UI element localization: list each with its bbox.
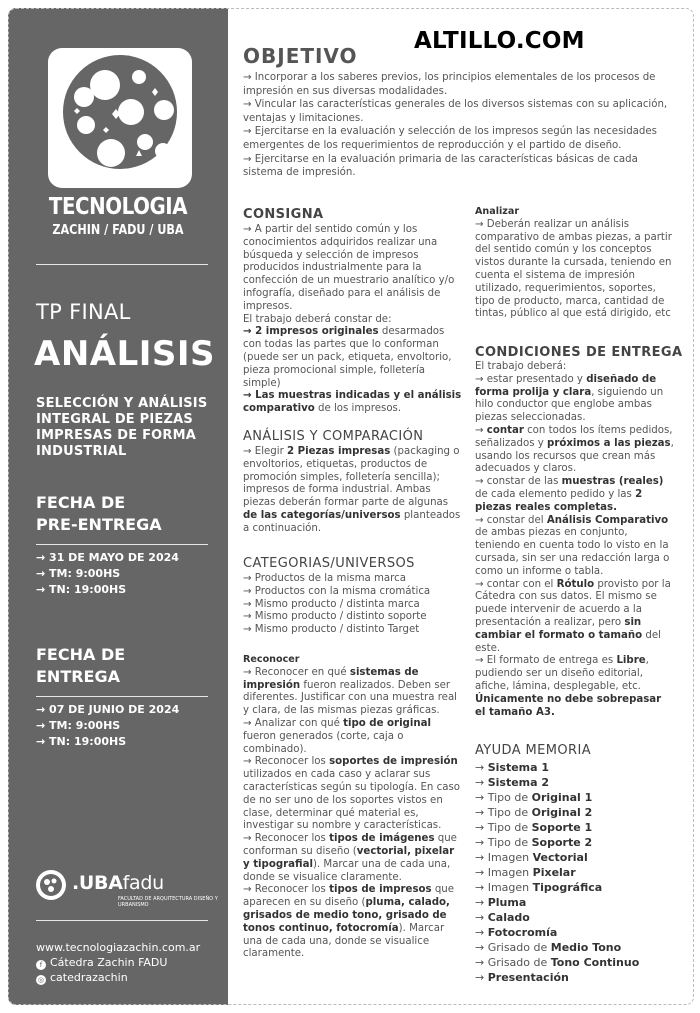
entrega-heading-line2: ENTREGA [36,667,120,686]
ayuda-memoria-item [475,850,675,865]
ayuda-item-label: Tono Continuo [550,956,640,969]
text: → Reconocer los [243,756,330,768]
pre-entrega-tm: → TM: 9:00HS [36,567,121,580]
ayuda-memoria-item [475,955,675,970]
text-bold: tipo de original [343,717,431,729]
ayuda-item-prefix: → [475,896,488,909]
text-bold: pluma, calado, grisados de medio tono, grisado de tonos continuo, fotocromía [243,897,450,934]
entrega-heading-line1: FECHA DE [36,645,126,664]
text-bold: Únicamente no debe sobrepasar el tamaño A3. [475,693,662,718]
text-bold: Libre [616,655,646,667]
ayuda-item-label: Presentación [487,971,569,984]
ayuda-memoria-list [475,760,675,985]
consigna-item-bold: → Las muestras indicadas y el análisis comparativo [243,390,462,415]
entrega-tn: → TN: 19:00HS [36,735,127,748]
pre-entrega-tn: → TN: 19:00HS [36,583,127,596]
text: → constar del [475,514,547,526]
text: de cada elemento pedido y las [475,488,636,500]
ayuda-item-label: Sistema 2 [487,776,550,789]
ayuda-memoria-item [475,790,675,805]
brand-subtitle: ZACHIN / FADU / UBA [52,223,184,238]
text-bold: tipos de imágenes [329,833,435,845]
ayuda-item-label: Fotocromía [487,926,558,939]
brand-title: TECNOLOGIA [48,194,188,220]
text-bold: 2 piezas reales completas. [475,488,643,513]
ayuda-item-label: Soporte 1 [531,821,593,834]
instagram-icon: ◎ [37,976,45,984]
ayuda-item-label: Calado [487,911,530,924]
entrega-date: → 07 DE JUNIO DE 2024 [36,703,180,716]
ayuda-item-prefix: → [475,761,488,774]
text-bold: Rótulo [556,578,595,590]
consigna-item [243,390,463,416]
contact-info [36,940,200,985]
ayuda-item-label: Pixelar [532,866,576,879]
text: → [475,424,487,436]
text-bold: contar [486,424,524,436]
instagram-link[interactable] [36,970,200,985]
analizar-body: → Deberán realizar un análisis comparativo de ambas piezas, a partir del sentido común y los conceptos vistos durante la cursada, teniendo en cuenta el sistema de impresión utilizado, requerimientos, soportes, tipo de producto, marca, cantidad de tintas, público al que está dirigido, etc [475,218,672,320]
sidebar [8,8,228,1005]
uba-fadu-wordmark [72,872,164,894]
text-bold: diseñado de forma prolija y clara [475,373,657,398]
analisis-comparacion-body [243,446,461,536]
objetivo-body [243,71,673,180]
consigna-item-text: desarmados con todas las partes que lo conforman (puede ser un pack, etiqueta, envoltorio, pieza promocional simple, folletería simple) [243,326,452,389]
text-bold: muestras (reales) [561,476,664,488]
ayuda-item-label: Original 2 [531,806,593,819]
uba-seal-icon [36,870,66,900]
facebook-link[interactable] [36,955,200,970]
ayuda-item-prefix: → Imagen [475,866,533,879]
condiciones-body [475,361,675,719]
analizar-section [475,206,675,321]
divider [36,920,208,921]
pre-entrega-list [36,550,216,598]
objetivo-item: → Incorporar a los saberes previos, los principios elementales de los procesos de impresión en sus diversas modalidades. [243,72,656,97]
text: utilizados en cada caso y aclarar sus características según su tipología. En caso de no ser uno de los soportes vistos en clase, determinar qué material es, investigar su nombre y características. [243,769,460,832]
facebook-label: Cátedra Zachin FADU [50,956,168,969]
condiciones-title: CONDICIONES DE ENTREGA [475,345,683,360]
categorias-title: CATEGORIAS/UNIVERSOS [243,556,415,571]
seleccion-subtitle: SELECCIÓN Y ANÁLISIS INTEGRAL DE PIEZAS IMPRESAS DE FORMA INDUSTRIAL [36,396,208,459]
divider [36,264,208,265]
ayuda-memoria-item [475,820,675,835]
text: fueron generados (corte, caja o combinado). [243,730,404,755]
ayuda-item-label: Soporte 2 [531,836,593,849]
website-link[interactable]: www.tecnologiazachin.com.ar [36,941,201,954]
ayuda-item-label: Original 1 [531,791,593,804]
analisis-title: ANÁLISIS [34,334,216,374]
objetivo-item: → Ejercitarse en la evaluación y selección de los impresos según las necesidades emergentes de los requerimientos de reproducción y el partido de diseño. [243,126,657,151]
analisis-comparacion-title: ANÁLISIS Y COMPARACIÓN [243,429,424,444]
text: → estar presentado y [475,373,587,385]
logo-circle-icon [48,48,192,188]
objetivo-item: → Vincular las características generales de los diversos sistemas con su aplicación, ventajas y limitaciones. [243,99,668,124]
text: , siguiendo un hilo conductor que englobe ambas piezas seleccionadas. [475,386,664,424]
text: fueron realizados. Deben ser diferentes. Justificar con una muestra real y clara, de las mismas piezas gráficas. [243,679,458,717]
fadu-wordmark: fadu [122,872,164,894]
pre-entrega-heading-line1: FECHA DE [36,493,126,512]
text-bold: de las categorías/universos [243,509,401,521]
categorias-list [243,573,461,637]
ayuda-memoria-item [475,880,675,895]
ayuda-memoria-item [475,805,675,820]
ayuda-memoria-item [475,925,675,940]
text: → Analizar con qué [243,717,344,729]
ayuda-memoria-item [475,895,675,910]
tecnologia-logo [48,48,192,188]
text: → contar con el [475,578,557,590]
ayuda-item-prefix: → [475,971,488,984]
text: → Elegir [243,446,288,457]
categoria-item: → Mismo producto / distinta marca [243,598,420,610]
ayuda-item-prefix: → Tipo de [475,791,532,804]
consigna-item [243,326,463,390]
ayuda-item-label: Pluma [487,896,527,909]
text: → Reconocer en qué [243,666,350,678]
ayuda-memoria-item [475,940,675,955]
reconocer-section [243,654,463,961]
entrega-heading [36,644,216,688]
ayuda-item-label: Sistema 1 [487,761,550,774]
text: (packaging o envoltorios, etiquetas, productos de promoción simples, folletería sencilla); impresos de forma industrial. Ambas piezas deberán formar parte de algunas [243,446,460,509]
objetivo-item: → Ejercitarse en la evaluación primaria de las características básicas de cada sistema de impresión. [243,153,638,179]
consigna-item-text: de los impresos. [314,403,402,415]
ayuda-item-prefix: → Tipo de [475,836,532,849]
text-bold: sin cambiar el formato o tamaño [475,616,643,641]
faculty-name: FACULTAD DE ARQUITECTURA DISEÑO Y URBANISMO [118,896,218,908]
categoria-item: → Mismo producto / distinto Target [243,624,420,636]
ayuda-item-prefix: → Grisado de [475,941,551,954]
consigna-body [243,224,463,416]
ayuda-memoria-item [475,865,675,880]
watermark: ALTILLO.COM [414,28,585,54]
ayuda-item-prefix: → [475,926,488,939]
tp-final-label: TP FINAL [36,300,131,324]
ayuda-memoria-item [475,970,675,985]
ayuda-item-label: Tipográfica [532,881,603,894]
text-bold: vectorial, pixelar y tipografial [243,845,455,870]
condiciones-intro: El trabajo deberá: [475,361,567,372]
text: → Reconocer los [243,833,330,845]
text-bold: 2 Piezas impresas [287,446,391,457]
consigna-title: CONSIGNA [243,207,324,222]
text: que conforman su diseño ( [243,833,457,857]
uba-fadu-logo [36,870,216,910]
text-bold: sistemas de impresión [243,666,419,691]
text: → El formato de entrega es [475,655,617,667]
ayuda-item-prefix: → [475,776,488,789]
ayuda-memoria-item [475,760,675,775]
text: ). Marcar una de cada una, donde se visualice claramente. [243,922,445,960]
text-bold: Análisis Comparativo [546,514,669,526]
ayuda-item-prefix: → Tipo de [475,806,532,819]
ayuda-memoria-item [475,835,675,850]
ayuda-item-label: Vectorial [532,851,588,864]
text: ). Marcar una de cada una, donde se visualice claramente. [243,858,451,883]
uba-wordmark-bold: .UBA [72,872,123,894]
instagram-label: catedrazachin [50,971,128,984]
categoria-item: → Productos de la misma marca [243,573,406,584]
pre-entrega-heading-line2: PRE-ENTREGA [36,515,162,534]
divider [36,696,208,697]
text: del este. [475,629,661,654]
entrega-list [36,702,216,750]
categoria-item: → Productos con la misma cromática [243,585,431,597]
ayuda-item-prefix: → Grisado de [475,956,551,969]
text: , pudiendo ser un diseño editorial, afiche, lámina, desplegable, etc. [475,655,649,692]
categoria-item: → Mismo producto / distinto soporte [243,611,427,623]
pre-entrega-date: → 31 DE MAYO DE 2024 [36,551,179,564]
text-bold: tipos de impresos [329,884,432,896]
text: planteados a continuación. [243,509,461,534]
facebook-icon: f [36,960,46,970]
ayuda-item-label: Medio Tono [550,941,622,954]
text: provisto por la Cátedra con sus datos. El mismo se puede intervenir de acuerdo a la presentación a realizar, pero [475,578,671,628]
pre-entrega-heading [36,492,216,536]
text: → constar de las [475,476,562,488]
consigna-intro: → A partir del sentido común y los conocimientos adquiridos realizar una búsqueda y selección de impresos producidos industrialmente para la confección de un muestrario analítico y/o infografía, diseñado para el análisis de impresos. [243,224,455,312]
reconocer-title: Reconocer [243,654,300,665]
text: que aparecen en su diseño ( [243,884,455,909]
ayuda-item-prefix: → Tipo de [475,821,532,834]
ayuda-item-prefix: → Imagen [475,881,533,894]
ayuda-item-prefix: → [475,911,488,924]
objetivo-title: OBJETIVO [243,44,358,68]
text-bold: próximos a las piezas [547,437,671,449]
text: , usando los recursos que crean más adecuados y claros. [475,437,674,475]
consigna-item-bold: → 2 impresos originales [243,326,379,338]
ayuda-item-prefix: → Imagen [475,851,533,864]
ayuda-memoria-item [475,775,675,790]
ayuda-memoria-title: AYUDA MEMORIA [475,743,591,758]
divider [36,544,208,545]
text-bold: soportes de impresión [329,756,458,768]
text: → Reconocer los [243,884,330,896]
consigna-line: El trabajo deberá constar de: [243,313,392,325]
analizar-title: Analizar [475,206,520,217]
text: de ambas piezas en conjunto, teniendo en cuenta todo lo visto en la cursada, sin ser una redacción larga o como un informe o tabla. [475,527,670,577]
ayuda-memoria-item [475,910,675,925]
text: con todos los ítems pedidos, señalizados y [475,424,673,449]
entrega-tm: → TM: 9:00HS [36,719,121,732]
